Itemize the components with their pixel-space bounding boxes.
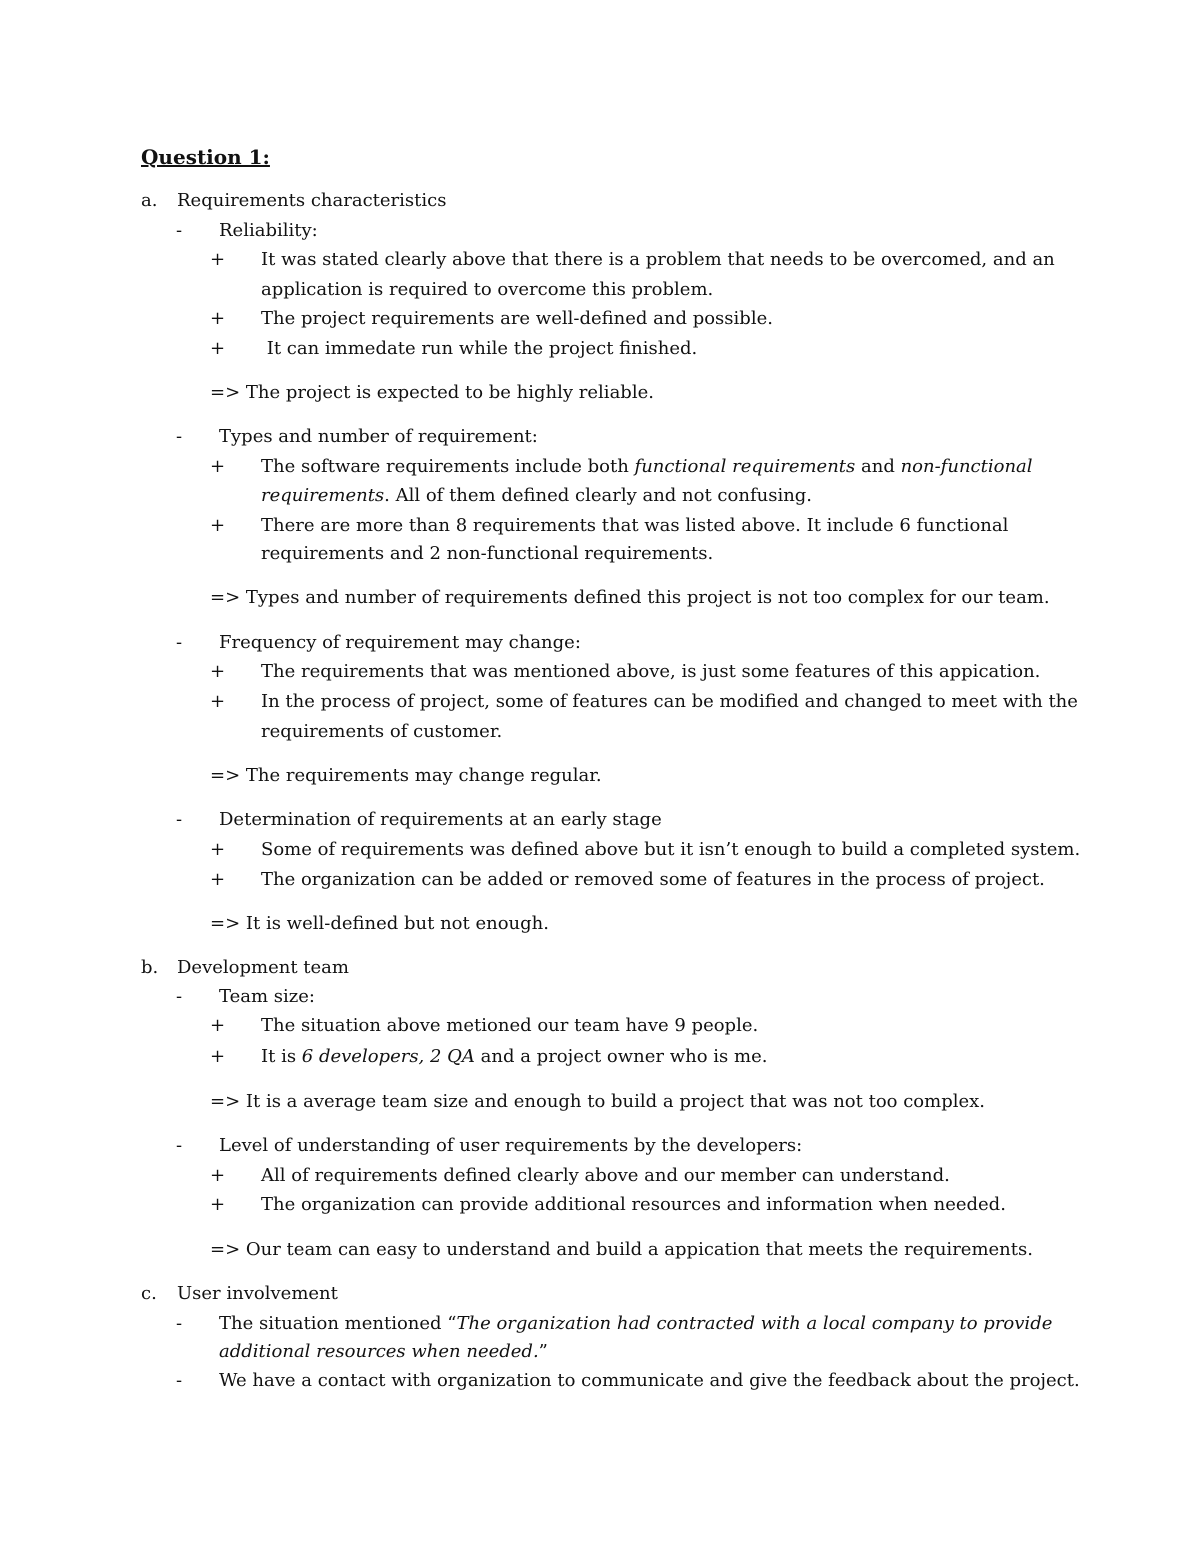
plus-marker: +	[210, 1194, 226, 1215]
dash-marker: -	[176, 986, 183, 1007]
list-item-text: There are more than 8 requirements that was listed above. It include 6 functional	[261, 515, 1009, 536]
text-run: It is	[261, 1046, 302, 1067]
plus-marker: +	[210, 1046, 226, 1067]
dash-marker: -	[176, 809, 183, 830]
plus-marker: +	[210, 308, 226, 329]
subsection-title: Frequency of requirement may change:	[219, 632, 581, 653]
plus-marker: +	[210, 249, 226, 270]
text-run: . All of them defined clearly and not confusing.	[384, 485, 813, 506]
list-item-text: In the process of project, some of features can be modified and changed to meet with the	[261, 691, 1078, 712]
subsection-title: Determination of requirements at an early stage	[219, 809, 662, 830]
list-item-text: The situation above metioned our team have 9 people.	[261, 1015, 759, 1036]
italic-quote: The organization had contracted with a local company to provide	[456, 1313, 1053, 1334]
section-marker: a.	[141, 190, 158, 211]
conclusion-text: => Our team can easy to understand and build a appication that meets the requirements.	[210, 1239, 1033, 1260]
italic-run: functional requirements	[634, 456, 856, 477]
question-title: Question 1:	[141, 145, 270, 169]
dash-marker: -	[176, 220, 183, 241]
text-run: and	[855, 456, 901, 477]
list-item-text: The requirements that was mentioned above, is just some features of this appication.	[261, 661, 1041, 682]
dash-marker: -	[176, 426, 183, 447]
list-item-text	[219, 1340, 548, 1364]
section-title: User involvement	[177, 1283, 338, 1304]
subsection-title: Reliability:	[219, 220, 318, 241]
italic-run: 6 developers, 2 QA	[301, 1046, 475, 1067]
plus-marker: +	[210, 839, 226, 860]
italic-run: requirements	[261, 485, 385, 506]
list-item-text	[261, 484, 812, 508]
list-item-text	[219, 1312, 1052, 1336]
text-run: The software requirements include both	[261, 456, 635, 477]
plus-marker: +	[210, 691, 226, 712]
list-item-text: requirements and 2 non-functional requirements.	[261, 543, 714, 564]
conclusion-text: => The requirements may change regular.	[210, 765, 602, 786]
text-run: The situation mentioned “	[219, 1313, 457, 1334]
conclusion-text: => The project is expected to be highly reliable.	[210, 382, 654, 403]
conclusion-text: => It is well-defined but not enough.	[210, 913, 549, 934]
list-item-text: Some of requirements was defined above but it isn’t enough to build a completed system.	[261, 839, 1081, 860]
list-item-text: requirements of customer.	[261, 721, 503, 742]
list-item-text: It can immedate run while the project finished.	[261, 338, 698, 359]
dash-marker: -	[176, 1313, 183, 1334]
subsection-title: Level of understanding of user requirements by the developers:	[219, 1135, 803, 1156]
list-item-text: The organization can provide additional resources and information when needed.	[261, 1194, 1006, 1215]
dash-marker: -	[176, 632, 183, 653]
plus-marker: +	[210, 338, 226, 359]
subsection-title: Team size:	[219, 986, 315, 1007]
plus-marker: +	[210, 456, 226, 477]
section-marker: b.	[141, 957, 159, 978]
plus-marker: +	[210, 869, 226, 890]
subsection-title: Types and number of requirement:	[219, 426, 538, 447]
plus-marker: +	[210, 1015, 226, 1036]
list-item-text: We have a contact with organization to communicate and give the feedback about the project.	[219, 1370, 1080, 1391]
section-marker: c.	[141, 1283, 157, 1304]
plus-marker: +	[210, 1165, 226, 1186]
text-run: ”	[538, 1341, 548, 1362]
list-item-text: application is required to overcome this problem.	[261, 279, 714, 300]
section-title: Development team	[177, 957, 349, 978]
plus-marker: +	[210, 661, 226, 682]
text-run: and a project owner who is me.	[474, 1046, 768, 1067]
list-item-text: All of requirements defined clearly above and our member can understand.	[261, 1165, 950, 1186]
list-item-text	[261, 1045, 767, 1069]
list-item-text: The organization can be added or removed some of features in the process of project.	[261, 869, 1045, 890]
conclusion-text: => Types and number of requirements defined this project is not too complex for our team.	[210, 587, 1050, 608]
dash-marker: -	[176, 1135, 183, 1156]
italic-quote: additional resources when needed.	[219, 1341, 539, 1362]
italic-run: non-functional	[900, 456, 1033, 477]
list-item-text	[261, 455, 1033, 479]
plus-marker: +	[210, 515, 226, 536]
section-title: Requirements characteristics	[177, 190, 447, 211]
list-item-text: It was stated clearly above that there is a problem that needs to be overcomed, and an	[261, 249, 1055, 270]
conclusion-text: => It is a average team size and enough to build a project that was not too complex.	[210, 1091, 986, 1112]
list-item-text: The project requirements are well-defined and possible.	[261, 308, 773, 329]
dash-marker: -	[176, 1370, 183, 1391]
